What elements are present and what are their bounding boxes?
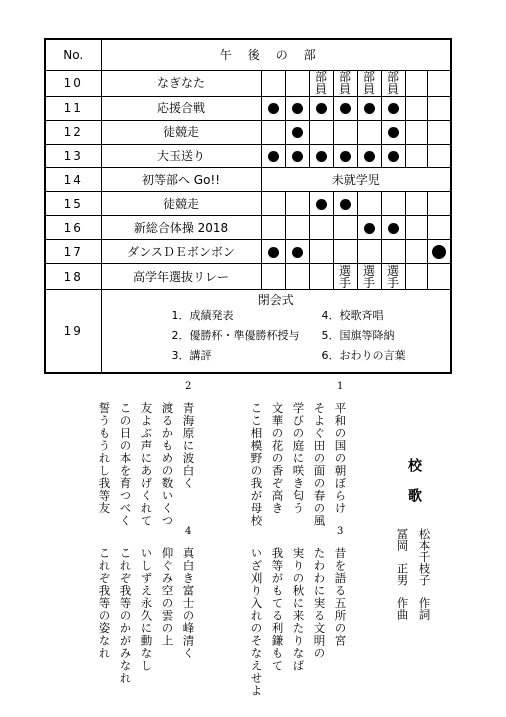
participant-cell xyxy=(309,264,333,289)
participant-dot-icon xyxy=(292,103,303,114)
program-number: 18 xyxy=(45,264,101,289)
lyric-line: 仰ぐみ空の雲の上 xyxy=(160,547,175,647)
program-number: 10 xyxy=(45,71,101,96)
table-row xyxy=(45,216,451,240)
participant-cell xyxy=(427,96,451,120)
lyric-line: 青海原に波白く xyxy=(181,402,196,490)
participant-cell xyxy=(381,240,405,264)
verse-number: 2 xyxy=(185,381,192,392)
participant-dot-icon xyxy=(388,151,399,162)
participant-cell xyxy=(261,240,285,264)
lyric-line: これぞ我等の姿なれ xyxy=(97,547,112,660)
participant-cell xyxy=(381,216,405,240)
participant-dot-icon xyxy=(340,199,351,210)
table-row xyxy=(45,240,451,264)
participant-dot-icon xyxy=(268,103,279,114)
closing-item: 2．優勝杯・準優勝杯授与 xyxy=(171,328,300,342)
participant-cell xyxy=(309,192,333,216)
program-name: ダンスＤＥボンボン xyxy=(101,240,261,264)
participant-cell xyxy=(405,144,427,168)
participant-cell xyxy=(357,120,381,144)
program-name: 応援合戦 xyxy=(101,96,261,120)
program-name: 高学年選抜リレー xyxy=(101,264,261,289)
participant-cell xyxy=(427,71,451,96)
table-row xyxy=(45,96,451,120)
participant-cell xyxy=(285,240,309,264)
table-row xyxy=(45,168,451,192)
participant-cell: 部員 xyxy=(381,71,405,96)
participant-cell xyxy=(309,216,333,240)
participant-cell xyxy=(333,144,357,168)
table-row xyxy=(45,71,451,96)
participant-cell xyxy=(427,264,451,289)
participant-cell xyxy=(261,71,285,96)
participant-cell xyxy=(405,71,427,96)
lyricist-credit: 松本千枝子 作詞 xyxy=(417,528,432,620)
table-row xyxy=(45,120,451,144)
program-name: 初等部へ Go!! xyxy=(101,168,261,192)
composer-credit: 冨岡 正男 作曲 xyxy=(395,528,410,620)
participant-cell xyxy=(405,264,427,289)
participant-dot-icon xyxy=(316,151,327,162)
lyric-line: 昔を語る五所の宮 xyxy=(333,547,348,647)
participant-cell xyxy=(285,144,309,168)
participant-cell xyxy=(309,120,333,144)
participants-text: 未就学児 xyxy=(261,168,451,192)
participant-cell: 部員 xyxy=(333,71,357,96)
participant-cell: 部員 xyxy=(357,71,381,96)
participant-cell xyxy=(309,240,333,264)
participant-cell xyxy=(357,96,381,120)
program-name: 新総合体操 2018 xyxy=(101,216,261,240)
page-title: 午後の部 xyxy=(101,39,451,71)
participant-cell xyxy=(333,240,357,264)
no-header: No. xyxy=(45,39,101,71)
participant-dot-icon xyxy=(292,127,303,138)
lyric-line: そよぐ田の面の春の風 xyxy=(312,402,327,527)
program-number: 12 xyxy=(45,120,101,144)
participant-cell xyxy=(285,71,309,96)
header-row xyxy=(45,39,451,71)
lyric-line: たわわに実る文明の xyxy=(312,547,327,660)
participant-cell xyxy=(309,144,333,168)
participant-cell xyxy=(261,216,285,240)
closing-row xyxy=(45,289,451,373)
participant-cell xyxy=(427,192,451,216)
program-number: 13 xyxy=(45,144,101,168)
participant-cell xyxy=(357,144,381,168)
participant-cell xyxy=(285,192,309,216)
participant-cell: 選手 xyxy=(381,264,405,289)
participant-cell xyxy=(357,192,381,216)
lyric-line: 真白き富士の峰清く xyxy=(181,547,196,660)
program-table xyxy=(44,38,452,374)
participant-cell xyxy=(405,192,427,216)
participant-cell xyxy=(405,240,427,264)
participant-dot-icon xyxy=(316,103,327,114)
participant-cell xyxy=(427,144,451,168)
participant-cell xyxy=(261,96,285,120)
participant-dot-icon xyxy=(340,151,351,162)
lyric-line: いしずえ永久に動なし xyxy=(139,547,154,672)
participant-dot-icon xyxy=(432,245,446,259)
participant-cell: 選手 xyxy=(333,264,357,289)
participant-cell: 部員 xyxy=(309,71,333,96)
participant-cell xyxy=(333,192,357,216)
participant-cell xyxy=(285,264,309,289)
participant-cell xyxy=(333,96,357,120)
verse-number: 3 xyxy=(337,526,344,537)
participant-cell xyxy=(381,120,405,144)
participant-cell xyxy=(381,144,405,168)
verse-number: 4 xyxy=(185,526,192,537)
lyric-line: 学びの庭に咲き匂う xyxy=(291,402,306,515)
closing-item: 3．講評 xyxy=(171,348,212,362)
lyric-line: これぞ我等のかがみなれ xyxy=(118,547,133,685)
lyric-line: 友よぶ声にあげくれて xyxy=(139,402,154,527)
participant-cell: 選手 xyxy=(357,264,381,289)
closing-item: 5．国旗等降納 xyxy=(321,328,395,342)
song-title: 校歌 xyxy=(406,458,422,518)
participant-dot-icon xyxy=(388,103,399,114)
participant-dot-icon xyxy=(340,103,351,114)
participant-cell xyxy=(285,216,309,240)
participant-cell xyxy=(405,120,427,144)
participant-dot-icon xyxy=(268,151,279,162)
program-number: 15 xyxy=(45,192,101,216)
participant-cell xyxy=(381,192,405,216)
participant-cell xyxy=(357,240,381,264)
participant-cell xyxy=(427,240,451,264)
lyric-line: いざ刈り入れのそなえせよ xyxy=(249,547,264,697)
participant-cell xyxy=(285,96,309,120)
table-row xyxy=(45,192,451,216)
participant-dot-icon xyxy=(292,151,303,162)
program-name: 徒競走 xyxy=(101,120,261,144)
participant-cell xyxy=(405,216,427,240)
participant-dot-icon xyxy=(364,223,375,234)
program-number: 11 xyxy=(45,96,101,120)
participant-cell xyxy=(261,192,285,216)
closing-item: 4．校歌斉唱 xyxy=(321,308,384,322)
participant-cell xyxy=(261,264,285,289)
participant-cell xyxy=(333,120,357,144)
participant-dot-icon xyxy=(364,151,375,162)
program-number: 19 xyxy=(45,289,101,373)
participant-cell xyxy=(261,144,285,168)
lyric-line: 文華の花の香ぞ高き xyxy=(270,402,285,515)
lyric-line: 実りの秋に来たりなば xyxy=(291,547,306,672)
verse-number: 1 xyxy=(337,381,344,392)
participant-cell xyxy=(427,216,451,240)
closing-items xyxy=(102,306,451,361)
participant-cell xyxy=(405,96,427,120)
lyric-line: 平和の国の朝ぼらけ xyxy=(333,402,348,515)
closing-box xyxy=(101,289,451,373)
participant-dot-icon xyxy=(364,103,375,114)
table-row xyxy=(45,264,451,289)
participant-dot-icon xyxy=(268,247,279,258)
program-number: 16 xyxy=(45,216,101,240)
program-number: 17 xyxy=(45,240,101,264)
participant-dot-icon xyxy=(292,247,303,258)
lyric-line: 渡るかもめの数いくつ xyxy=(160,402,175,527)
participant-cell xyxy=(261,120,285,144)
lyric-line: ここ相模野の我が母校 xyxy=(249,402,264,527)
participant-cell xyxy=(381,96,405,120)
program-name: なぎなた xyxy=(101,71,261,96)
participant-dot-icon xyxy=(388,223,399,234)
program-number: 14 xyxy=(45,168,101,192)
participant-cell xyxy=(357,216,381,240)
participant-cell xyxy=(333,216,357,240)
table-row xyxy=(45,144,451,168)
lyric-line: 誓うもうれし我等友 xyxy=(97,402,112,515)
lyric-line: 我等がもてる利鎌もて xyxy=(270,547,285,672)
participant-cell xyxy=(309,96,333,120)
participant-dot-icon xyxy=(316,199,327,210)
closing-item: 6．おわりの言葉 xyxy=(321,348,406,362)
program-name: 徒競走 xyxy=(101,192,261,216)
closing-item: 1．成績発表 xyxy=(171,308,234,322)
closing-title: 閉会式 xyxy=(257,292,294,307)
lyric-line: この日の本を育つべく xyxy=(118,402,133,527)
participant-dot-icon xyxy=(388,127,399,138)
participant-cell xyxy=(427,120,451,144)
program-name: 大玉送り xyxy=(101,144,261,168)
participant-cell xyxy=(285,120,309,144)
